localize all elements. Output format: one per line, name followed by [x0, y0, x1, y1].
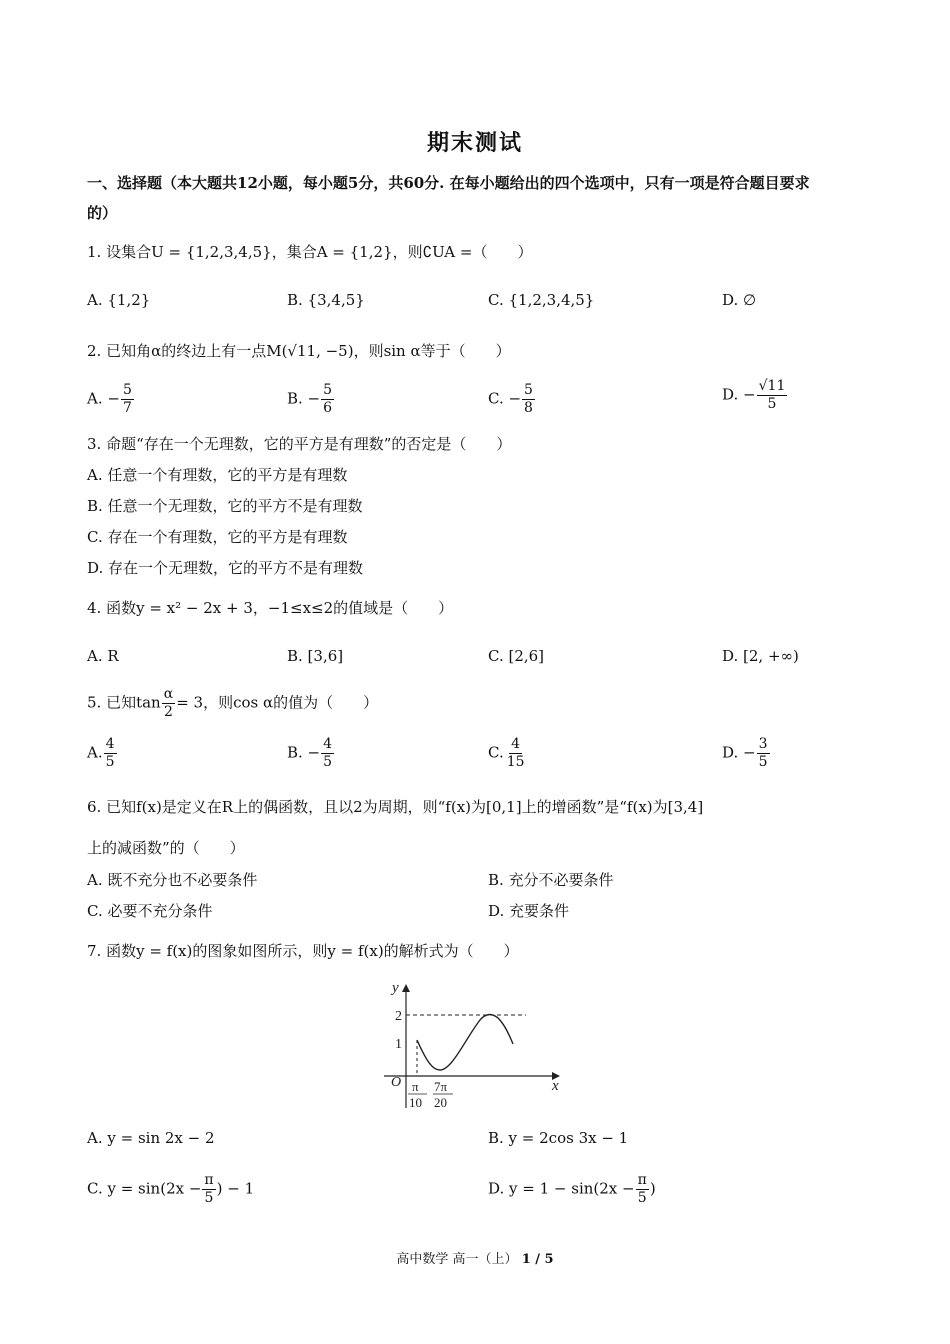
q6-option-b: B. 充分不必要条件: [488, 871, 614, 889]
q1-option-d: D. ∅: [722, 291, 757, 309]
q7-option-a: A. y = sin 2x − 2: [87, 1129, 215, 1147]
q5-option-d: D. − $\frac{3}{5}$: [722, 736, 768, 770]
x-tick-2-den: 20: [434, 1095, 447, 1110]
q5-option-c: C. $\frac{4}{15}$: [488, 736, 525, 770]
footer-text: 高中数学 高一（上）: [396, 1252, 518, 1267]
page-number: 1 / 5: [521, 1252, 554, 1267]
question-6-stem-cont: 上的减函数”的（ ）: [87, 839, 245, 857]
q6-option-d: D. 充要条件: [488, 902, 570, 920]
q2-option-b: B. − $\frac{5}{6}$: [287, 382, 333, 416]
question-3-stem: 3. 命题“存在一个无理数，它的平方是有理数”的否定是（ ）: [87, 435, 512, 453]
q7-option-c: C. y = sin(2x − $\frac{\pi}{5}$ ) − 1: [87, 1172, 255, 1206]
origin-label: O: [391, 1075, 402, 1090]
x-tick-2-num: 7π: [434, 1079, 448, 1094]
y-axis-label: y: [392, 980, 399, 996]
q7-option-b: B. y = 2cos 3x − 1: [488, 1129, 629, 1147]
y-tick-2: 2: [395, 1009, 402, 1024]
q5-option-b: B. − $\frac{4}{5}$: [287, 736, 333, 770]
section-heading: 一、选择题（本大题共12小题，每小题5分，共60分. 在每小题给出的四个选项中，只有一项是符合题目要求: [87, 174, 810, 192]
question-4-stem: 4. 函数y = x² − 2x + 3，−1≤x≤2的值域是（ ）: [87, 599, 454, 617]
q1-option-a: A. {1,2}: [87, 291, 151, 309]
y-axis-arrow: [402, 984, 410, 992]
y-tick-1: 1: [395, 1037, 402, 1052]
q7-function-graph: [380, 980, 570, 1112]
question-7-stem: 7. 函数y = f(x)的图象如图所示，则y = f(x)的解析式为（ ）: [87, 942, 519, 960]
question-1-stem: 1. 设集合U = {1,2,3,4,5}，集合A = {1,2}，则∁UA =（ ）: [87, 243, 533, 261]
q4-option-c: C. [2,6]: [488, 647, 545, 665]
q7-option-d: D. y = 1 − sin(2x − $\frac{\pi}{5}$ ): [488, 1172, 656, 1206]
q3-option-d: D. 存在一个无理数，它的平方不是有理数: [87, 559, 364, 577]
question-6-stem: 6. 已知f(x)是定义在R上的偶函数，且以2为周期，则“f(x)为[0,1]上的增函数”是“f(x)为[3,4]: [87, 798, 704, 816]
q4-option-a: A. R: [87, 647, 119, 665]
q2-option-d: D. − $\frac{√11}{5}$: [722, 378, 786, 412]
q4-option-d: D. [2, +∞): [722, 647, 799, 665]
page-title: 期末测试: [426, 130, 523, 156]
q6-option-c: C. 必要不充分条件: [87, 902, 213, 920]
x-axis-label: x: [552, 1078, 559, 1094]
sine-curve: [417, 1014, 513, 1070]
section-heading-cont: 的）: [87, 204, 118, 222]
x-tick-1-num: π: [412, 1079, 419, 1094]
q1-option-c: C. {1,2,3,4,5}: [488, 291, 595, 309]
q2-option-c: C. − $\frac{5}{8}$: [488, 382, 533, 416]
q5-option-a: A. $\frac{4}{5}$: [87, 736, 115, 770]
x-tick-1-den: 10: [409, 1095, 422, 1110]
question-2-stem: 2. 已知角α的终边上有一点M(√11, −5)，则sin α等于（ ）: [87, 342, 511, 360]
q6-option-a: A. 既不充分也不必要条件: [87, 871, 258, 889]
q1-option-b: B. {3,4,5}: [287, 291, 365, 309]
q3-option-b: B. 任意一个无理数，它的平方不是有理数: [87, 497, 363, 515]
q3-option-a: A. 任意一个有理数，它的平方是有理数: [87, 466, 348, 484]
question-5-stem: 5. 已知tan $\frac{\alpha}{2}$ = 3，则cos α的值为（ ）: [87, 686, 379, 720]
q3-option-c: C. 存在一个有理数，它的平方是有理数: [87, 528, 348, 546]
page-footer: [0, 1248, 950, 1267]
q4-option-b: B. [3,6]: [287, 647, 344, 665]
q2-option-a: A. − $\frac{5}{7}$: [87, 382, 132, 416]
